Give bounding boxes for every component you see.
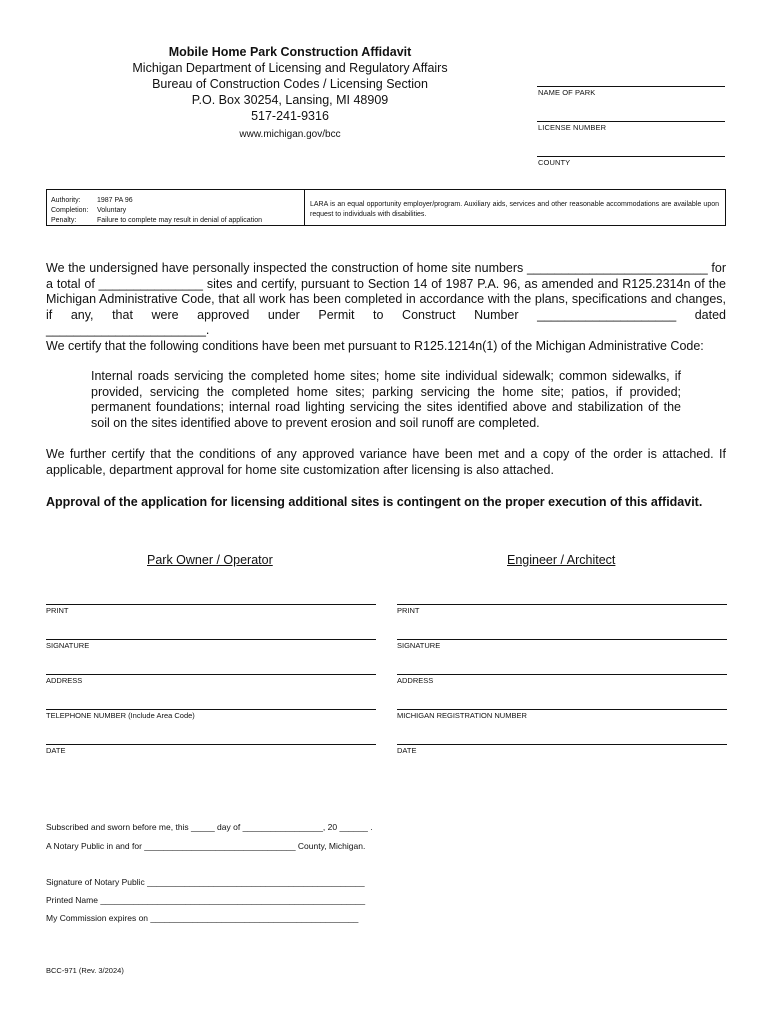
engineer-address-field[interactable] — [397, 674, 727, 675]
owner-address-field[interactable] — [46, 674, 376, 675]
owner-date-label: DATE — [46, 746, 66, 755]
phone-number: 517-241-9316 — [251, 109, 329, 123]
engineer-print-field[interactable] — [397, 604, 727, 605]
owner-print-field[interactable] — [46, 604, 376, 605]
form-title: Mobile Home Park Construction Affidavit — [168, 45, 412, 59]
info-box — [46, 189, 726, 226]
owner-telephone-field[interactable] — [46, 709, 376, 710]
owner-address-label: ADDRESS — [46, 676, 83, 685]
notary-public-line[interactable]: A Notary Public in and for ________________________________ County, Michigan. — [46, 841, 366, 851]
owner-operator-heading: Park Owner / Operator — [147, 553, 273, 567]
engineer-registration-label: MICHIGAN REGISTRATION NUMBER — [397, 711, 527, 720]
completion-value: Voluntary — [97, 207, 127, 214]
engineer-signature-label: SIGNATURE — [397, 641, 441, 650]
authority-value: 1987 PA 96 — [97, 197, 133, 204]
engineer-architect-heading: Engineer / Architect — [507, 553, 616, 567]
notary-printed-name-line[interactable]: Printed Name ________________________________________________________ — [46, 895, 366, 905]
engineer-date-label: DATE — [397, 746, 417, 755]
bureau-name: Bureau of Construction Codes / Licensing Section — [152, 77, 428, 91]
department-name: Michigan Department of Licensing and Regulatory Affairs — [132, 61, 448, 75]
county-field[interactable] — [537, 156, 725, 157]
completion-key: Completion: — [51, 207, 89, 214]
engineer-print-label: PRINT — [397, 606, 420, 615]
license-number-field[interactable] — [537, 121, 725, 122]
penalty-key: Penalty: — [51, 217, 77, 224]
engineer-date-field[interactable] — [397, 744, 727, 745]
authority-key: Authority: — [51, 197, 81, 204]
owner-date-field[interactable] — [46, 744, 376, 745]
owner-telephone-label: TELEPHONE NUMBER (Include Area Code) — [46, 711, 195, 720]
county-label: COUNTY — [538, 158, 571, 167]
owner-print-label: PRINT — [46, 606, 69, 615]
variance-paragraph: We further certify that the conditions of any approved variance have been met and a copy of the order is attached. If applicable, department approval for home site customization after licensing is also attached. — [46, 447, 726, 477]
form-number: BCC-971 (Rev. 3/2024) — [46, 966, 124, 975]
inspection-paragraph: We the undersigned have personally inspected the construction of home site numbers __________________________ for a total of _______________ sites and certify, pursuant to Section 14 of 1987 P.A. 96, as amended and R125.2314n of the Michigan Administrative Code, that all work has been completed in accordance with the plans, specifications and changes, if any, that were approved under Permit to Construct Number ____________________ dated _______________________. — [46, 261, 726, 337]
name-of-park-field[interactable] — [537, 86, 725, 87]
certify-paragraph: We certify that the following conditions have been met pursuant to R125.1214n(1) of the Michigan Administrative Code: — [46, 339, 704, 353]
engineer-signature-field[interactable] — [397, 639, 727, 640]
notary-sworn-line[interactable]: Subscribed and sworn before me, this _____ day of _________________, 20 ______ . — [46, 822, 373, 832]
notary-signature-line[interactable]: Signature of Notary Public ______________________________________________ — [46, 877, 365, 887]
engineer-registration-field[interactable] — [397, 709, 727, 710]
conditions-paragraph: Internal roads servicing the completed home sites; home site individual sidewalk; common sidewalks, if provided, servicing the completed home sites; parking servicing the home site; patios, if provided; permanent foundations; internal road lighting servicing the sites identified above and stabilization of the soil on the sites identified above to prevent erosion and soil runoff are completed. — [91, 369, 681, 430]
notary-commission-line[interactable]: My Commission expires on ____________________________________________ — [46, 913, 359, 923]
penalty-value: Failure to complete may result in denial of application — [97, 217, 262, 224]
license-number-label: LICENSE NUMBER — [538, 123, 607, 132]
mailing-address: P.O. Box 30254, Lansing, MI 48909 — [191, 93, 389, 107]
owner-signature-label: SIGNATURE — [46, 641, 90, 650]
form-header — [100, 44, 480, 142]
lara-statement: LARA is an equal opportunity employer/program. Auxiliary aids, services and other reasonable accommodations are available upon request to individuals with disabilities. — [310, 201, 719, 218]
website: www.michigan.gov/bcc — [239, 129, 341, 140]
name-of-park-label: NAME OF PARK — [538, 88, 596, 97]
engineer-address-label: ADDRESS — [397, 676, 434, 685]
approval-statement: Approval of the application for licensing additional sites is contingent on the proper execution of this affidavit. — [46, 495, 703, 509]
authority-section — [47, 190, 305, 225]
owner-signature-field[interactable] — [46, 639, 376, 640]
